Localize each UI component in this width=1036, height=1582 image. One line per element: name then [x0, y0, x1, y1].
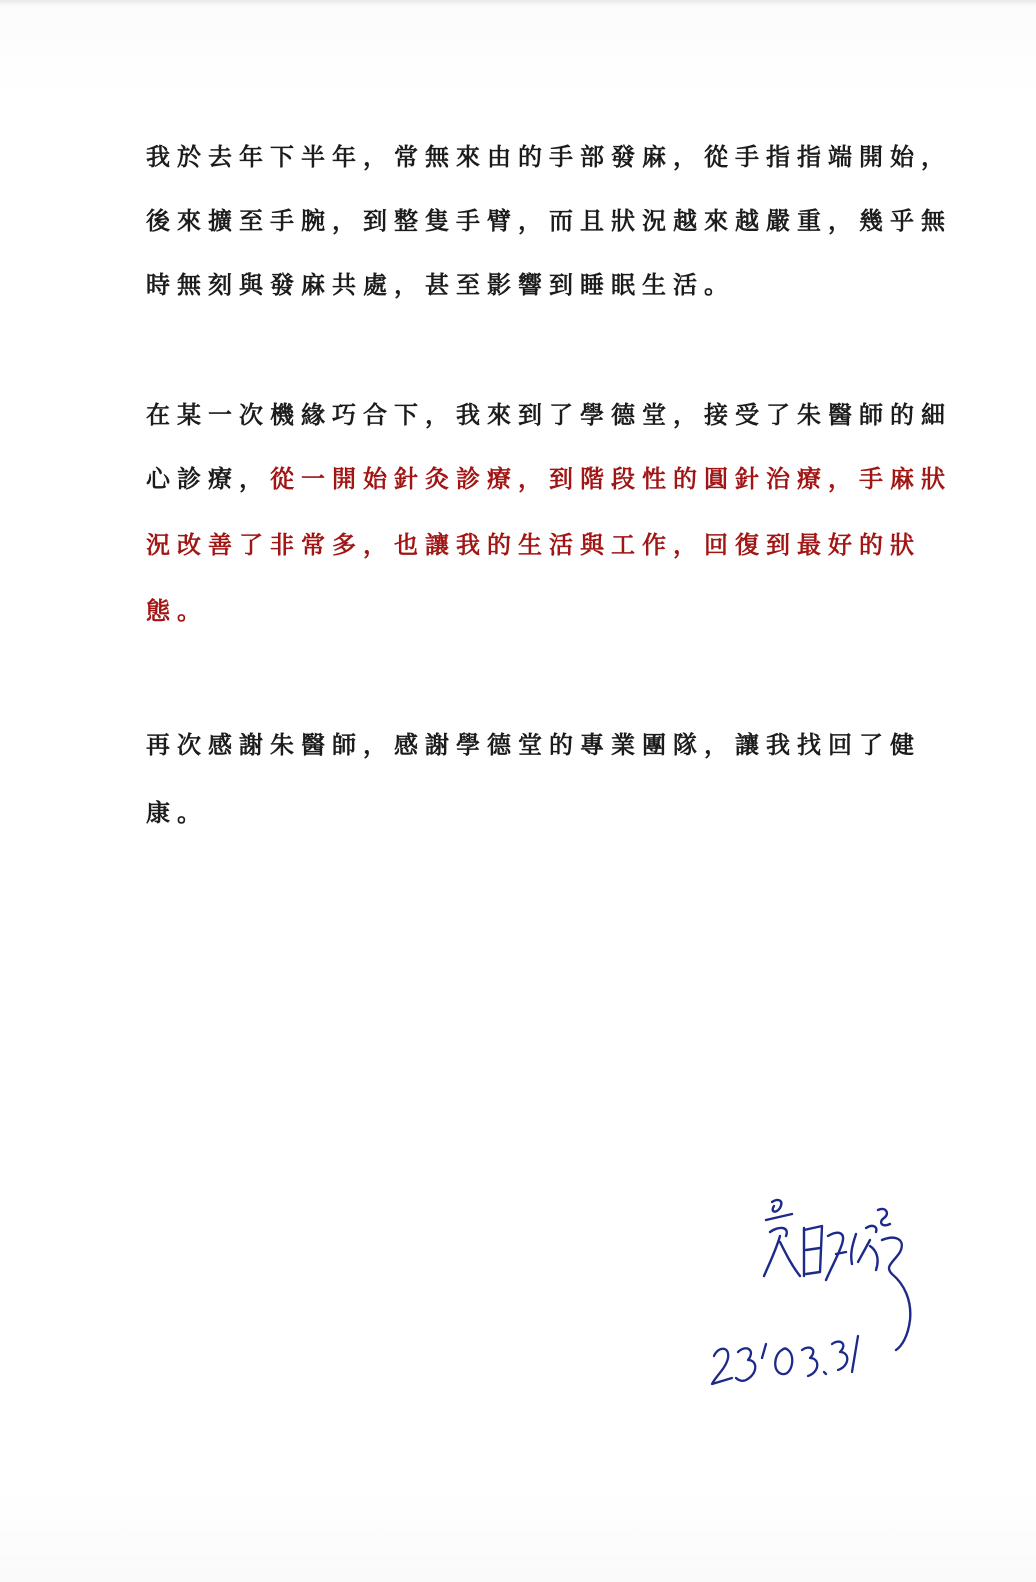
paragraph-2-line-1: 在某一次機緣巧合下，我來到了學德堂，接受了朱醫師的細	[146, 400, 952, 429]
paragraph-2-line-3: 況改善了非常多，也讓我的生活與工作，回復到最好的狀	[146, 530, 921, 559]
paragraph-2-highlight-text: 從一開始針灸診療，到階段性的圓針治療，手麻狀	[270, 464, 952, 493]
paragraph-1-line-3: 時無刻與發麻共處，甚至影響到睡眠生活。	[146, 270, 735, 299]
paragraph-3-line-2: 康。	[146, 798, 208, 827]
handwritten-signature	[700, 1180, 940, 1410]
paragraph-1-line-1: 我於去年下半年，常無來由的手部發麻，從手指指端開始，	[146, 142, 952, 171]
paragraph-2-line-2	[146, 462, 952, 496]
paragraph-3-line-1: 再次感謝朱醫師，感謝學德堂的專業團隊，讓我找回了健	[146, 730, 921, 759]
scan-edge	[0, 0, 1036, 6]
paragraph-1-line-2: 後來擴至手腕，到整隻手臂，而且狀況越來越嚴重，幾乎無	[146, 206, 952, 235]
paragraph-2-line-2-text: 心診療，	[146, 464, 270, 493]
paragraph-2-line-4: 態。	[146, 596, 208, 625]
